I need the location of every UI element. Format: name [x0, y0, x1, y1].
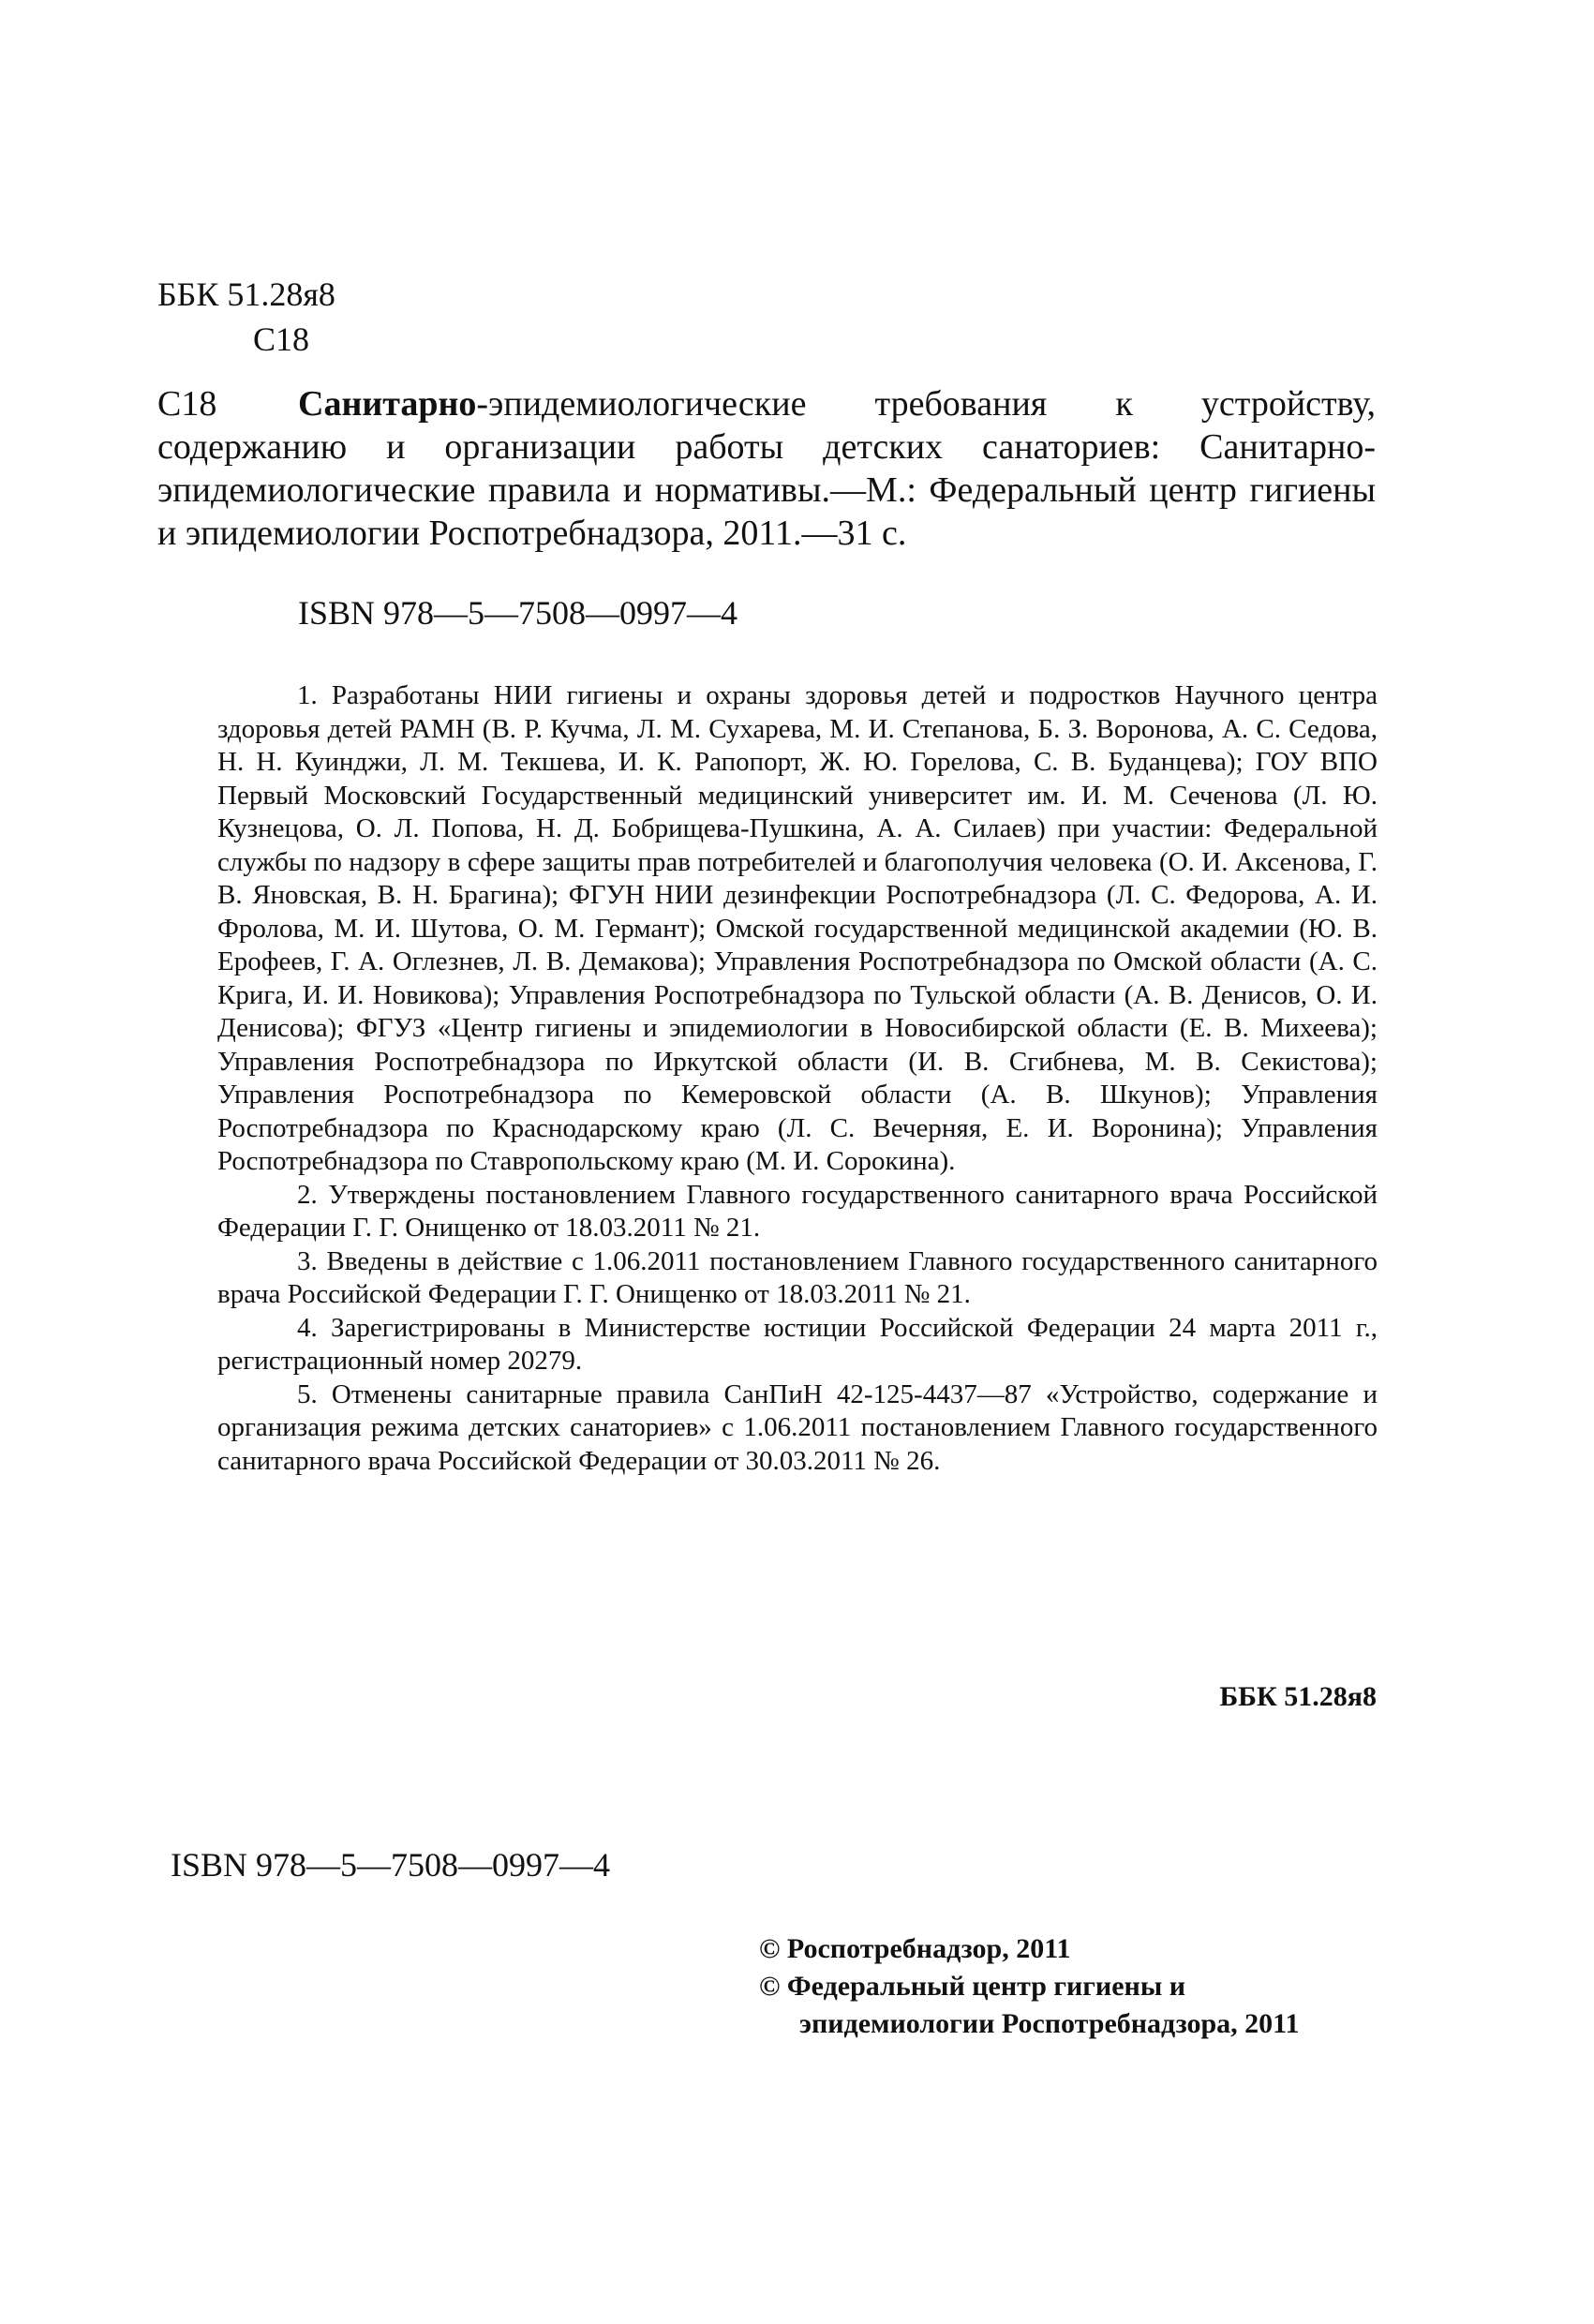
publication-notes [217, 679, 1378, 1478]
author-mark: С18 [253, 320, 310, 358]
note-5: 5. Отменены санитарные правила СанПиН 42-125-4437—87 «Устройство, содержание и организация режима детских санаториев» с 1.06.2011 постановлением Главного государственного санитарного врача Российской Федерации от 30.03.2011 № 26. [217, 1378, 1378, 1476]
bbk-code-right: ББК 51.28я8 [1219, 1681, 1377, 1712]
entry-title-lead: Санитарно [298, 384, 477, 424]
copyright-block [759, 1930, 1300, 2043]
bibliographic-entry [157, 382, 1376, 555]
copyright-line-2: © Федеральный центр гигиены и [759, 1971, 1186, 2002]
note-3: 3. Введены в действие с 1.06.2011 постановлением Главного государственного санитарного врача Российской Федерации Г. Г. Онищенко от 18.03.2011 № 21. [217, 1245, 1378, 1309]
note-4: 4. Зарегистрированы в Министерстве юстиции Российской Федерации 24 марта 2011 г., регистрационный номер 20279. [217, 1312, 1378, 1376]
note-1: 1. Разработаны НИИ гигиены и охраны здоровья детей и подростков Научного центра здоровья детей РАМН (В. Р. Кучма, Л. М. Сухарева, М. И. Степанова, Б. З. Воронова, А. С. Седова, Н. Н. Куинджи, Л. М. Текшева, И. К. Рапопорт, Ж. Ю. Горелова, С. В. Буданцева); ГОУ ВПО Первый Московский Государственный медицинский университет им. И. М. Сеченова (Л. Ю. Кузнецова, О. Л. Попова, Н. Д. Бобрищева-Пушкина, А. А. Силаев) при участии: Федеральной службы по надзору в сфере защиты прав потребителей и благополучия человека (О. И. Аксенова, Г. В. Яновская, В. Н. Брагина); ФГУН НИИ дезинфекции Роспотребнадзора (Л. С. Федорова, А. И. Фролова, М. И. Шутова, О. М. Германт); Омской государственной медицинской академии (Ю. В. Ерофеев, Г. А. Оглезнев, Л. В. Демакова); Управления Роспотребнадзора по Омской области (А. С. Крига, И. И. Новикова); Управления Роспотребнадзора по Тульской области (А. В. Денисов, О. И. Денисова); ФГУЗ «Центр гигиены и эпидемиологии в Новосибирской области (Е. В. Михеева); Управления Роспотребнадзора по Иркутской области (И. В. Сгибнева, М. В. Секистова); Управления Роспотребнадзора по Кемеровской области (А. В. Шкунов); Управления Роспотребнадзора по Краснодарскому краю (Л. С. Вечерняя, Е. И. Воронина); Управления Роспотребнадзора по Ставропольскому краю (М. И. Сорокина). [217, 680, 1378, 1176]
note-2: 2. Утверждены постановлением Главного государственного санитарного врача Российской Федерации Г. Г. Онищенко от 18.03.2011 № 21. [217, 1179, 1378, 1243]
entry-body [157, 382, 1376, 555]
copyright-line-3: эпидемиологии Роспотребнадзора, 2011 [799, 2008, 1300, 2039]
isbn-top: ISBN 978—5—7508—0997—4 [298, 594, 738, 632]
bbk-classification-code: ББК 51.28я8 [157, 276, 335, 313]
entry-description: -эпидемиологические требования к устройству, содержанию и организации работы детских санаториев: Санитарно-эпидемиологические правила и нормативы.—М.: Федеральный центр гигиены и эпидемиологии Роспотребнадзора, 2011.—31 с. [157, 384, 1376, 553]
copyright-line-1: © Роспотребнадзор, 2011 [759, 1933, 1071, 1964]
isbn-bottom: ISBN 978—5—7508—0997—4 [171, 1846, 611, 1884]
entry-author-mark: С18 [157, 384, 217, 424]
